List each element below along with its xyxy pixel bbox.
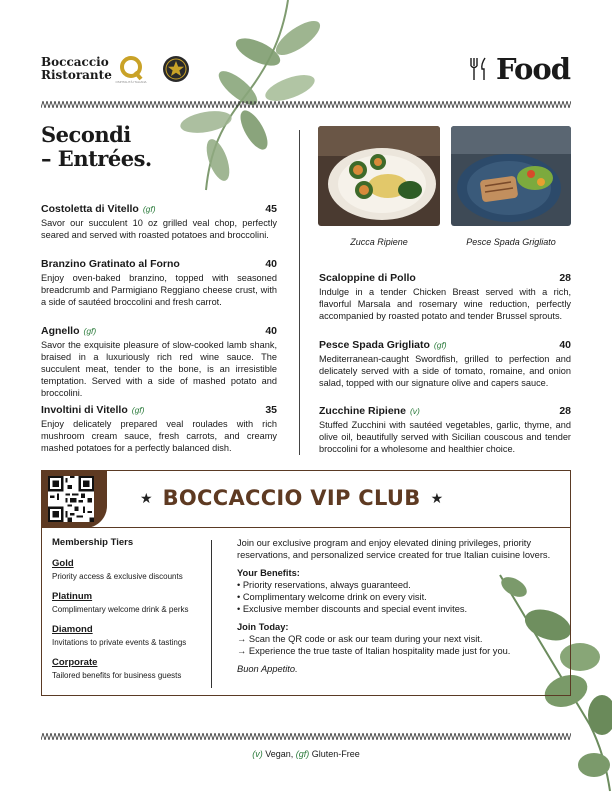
star-icon: ★ — [430, 489, 444, 506]
item-description: Enjoy oven-baked branzino, topped with seasoned breadcrumb and Parmigiano Reggiano cheese crust, with a side of sautéed broccolini and fresh carrot. — [41, 273, 277, 307]
brand-line1: Boccaccio — [41, 55, 109, 69]
item-description: Savor our succulent 10 oz grilled veal chop, perfectly seared and served with roasted potatoes and broccolini. — [41, 218, 277, 240]
menu-item — [319, 339, 571, 389]
menu-item — [319, 405, 571, 455]
vip-details — [237, 537, 567, 675]
item-price: 28 — [559, 272, 571, 284]
section-title-line2: – Entrées. — [41, 146, 152, 171]
diet-tag: (gf) — [433, 340, 447, 350]
join-block — [237, 621, 567, 657]
diet-tag: (v) — [409, 406, 420, 416]
item-price: 40 — [265, 325, 277, 337]
item-price: 28 — [559, 405, 571, 417]
tier-description: Invitations to private events & tastings — [52, 638, 187, 647]
diet-tag: (gf) — [131, 405, 145, 415]
item-name: Pesce Spada Grigliato — [319, 339, 430, 351]
benefits-heading: Your Benefits: — [237, 568, 300, 578]
item-price: 40 — [559, 339, 571, 351]
item-description: Mediterranean-caught Swordfish, grilled to perfection and delicately served with a side of tomato, romaine, and onion salad, topped with our signature olive and capers sauce. — [319, 354, 571, 388]
item-name: Agnello — [41, 325, 80, 337]
menu-item — [41, 404, 277, 454]
section-title — [41, 123, 152, 171]
item-name: Branzino Gratinato al Forno — [41, 258, 180, 270]
photo-caption: Zucca Ripiene — [350, 237, 408, 247]
benefits-block — [237, 567, 567, 615]
diet-legend — [0, 749, 612, 759]
vegan-label: Vegan, — [262, 749, 296, 759]
vip-club-title — [140, 486, 443, 510]
section-title-line1: Secondi — [41, 122, 131, 147]
pesce-spada-photo — [451, 126, 571, 226]
tier-name: Corporate — [52, 657, 98, 668]
star-icon: ★ — [140, 489, 153, 506]
item-price: 45 — [265, 203, 277, 215]
menu-item — [41, 325, 277, 399]
item-name: Involtini di Vitello — [41, 404, 128, 416]
join-item: → Experience the true taste of Italian hospitality made just for you. — [237, 646, 511, 656]
gluten-free-tag: (gf) — [295, 749, 310, 759]
leaf-branch-decoration — [170, 0, 330, 195]
zigzag-divider-top — [41, 101, 571, 108]
tier-item — [52, 559, 202, 582]
award-star-seal-icon — [162, 55, 190, 83]
item-price: 40 — [265, 258, 277, 270]
vip-club-title-text: BOCCACCIO VIP CLUB — [162, 486, 421, 510]
diet-tag: (gf) — [83, 326, 97, 336]
tier-description: Priority access & exclusive discounts — [52, 572, 183, 581]
zigzag-divider-bottom — [41, 733, 571, 740]
tier-item — [52, 625, 202, 648]
brand-line2: Ristorante — [41, 68, 112, 82]
benefit-item: • Complimentary welcome drink on every visit. — [237, 592, 427, 602]
tier-name: Diamond — [52, 624, 93, 635]
menu-item — [41, 258, 277, 308]
join-item: → Scan the QR code or ask our team during your next visit. — [237, 634, 483, 644]
column-divider — [299, 130, 300, 455]
item-name: Zucchine Ripiene — [319, 405, 406, 417]
item-name: Costoletta di Vitello — [41, 203, 139, 215]
gluten-free-label: Gluten-Free — [309, 749, 360, 759]
tier-description: Complimentary welcome drink & perks — [52, 605, 189, 614]
restaurant-name — [41, 56, 112, 82]
fork-knife-icon — [468, 56, 490, 82]
menu-item — [319, 272, 571, 322]
tier-name: Gold — [52, 558, 74, 569]
diet-tag: (gf) — [142, 204, 156, 214]
ospitalita-logo-text: OSPITALITÀ ITALIANA — [115, 80, 147, 84]
vegan-tag: (v) — [252, 749, 263, 759]
tier-item — [52, 658, 202, 681]
tier-item — [52, 592, 202, 615]
menu-item — [41, 203, 277, 241]
item-description: Savor the exquisite pleasure of slow-cooked lamb shank, braised in a luxuriously rich red wine sauce. The succulent meat, tender to the bone, is an irresistible temptation. Served with a side of mashed potato and broccolini. — [41, 340, 277, 398]
food-heading — [468, 52, 570, 86]
food-title: Food — [496, 52, 570, 86]
item-name: Scaloppine di Pollo — [319, 272, 416, 284]
benefit-item: • Priority reservations, always guaranteed. — [237, 580, 411, 590]
vip-intro: Join our exclusive program and enjoy elevated dining privileges, priority reservations, and personalized service created for true Italian cuisine lovers. — [237, 538, 551, 560]
tier-description: Tailored benefits for business guests — [52, 671, 182, 680]
vip-column-divider — [211, 540, 212, 688]
membership-tiers — [52, 538, 202, 691]
item-description: Indulge in a tender Chicken Breast served with a rich, flavorful Marsala and rosemary wine reduction, perfectly accompanied by roasted potato and tender Brussel sprouts. — [319, 287, 571, 321]
item-description: Enjoy delicately prepared veal roulades with rich mushroom cream sauce, fresh carrots, and creamy mashed potatoes for a perfectly balanced dish. — [41, 419, 277, 453]
tier-name: Platinum — [52, 591, 93, 602]
item-price: 35 — [265, 404, 277, 416]
join-heading: Join Today: — [237, 622, 289, 632]
photo-caption: Pesce Spada Grigliato — [466, 237, 556, 247]
benefit-item: • Exclusive member discounts and special event invites. — [237, 604, 468, 614]
closing-text: Buon Appetito. — [237, 664, 298, 674]
tiers-heading: Membership Tiers — [52, 537, 134, 548]
item-description: Stuffed Zucchini with sautéed vegetables, garlic, thyme, and olive oil, beautifully served with Sicilian couscous and tender broccolini for a wholesome and healthier choice. — [319, 420, 571, 454]
ospitalita-q-logo — [116, 53, 146, 83]
zucca-ripiene-photo — [318, 126, 440, 226]
qr-code[interactable] — [48, 476, 94, 522]
